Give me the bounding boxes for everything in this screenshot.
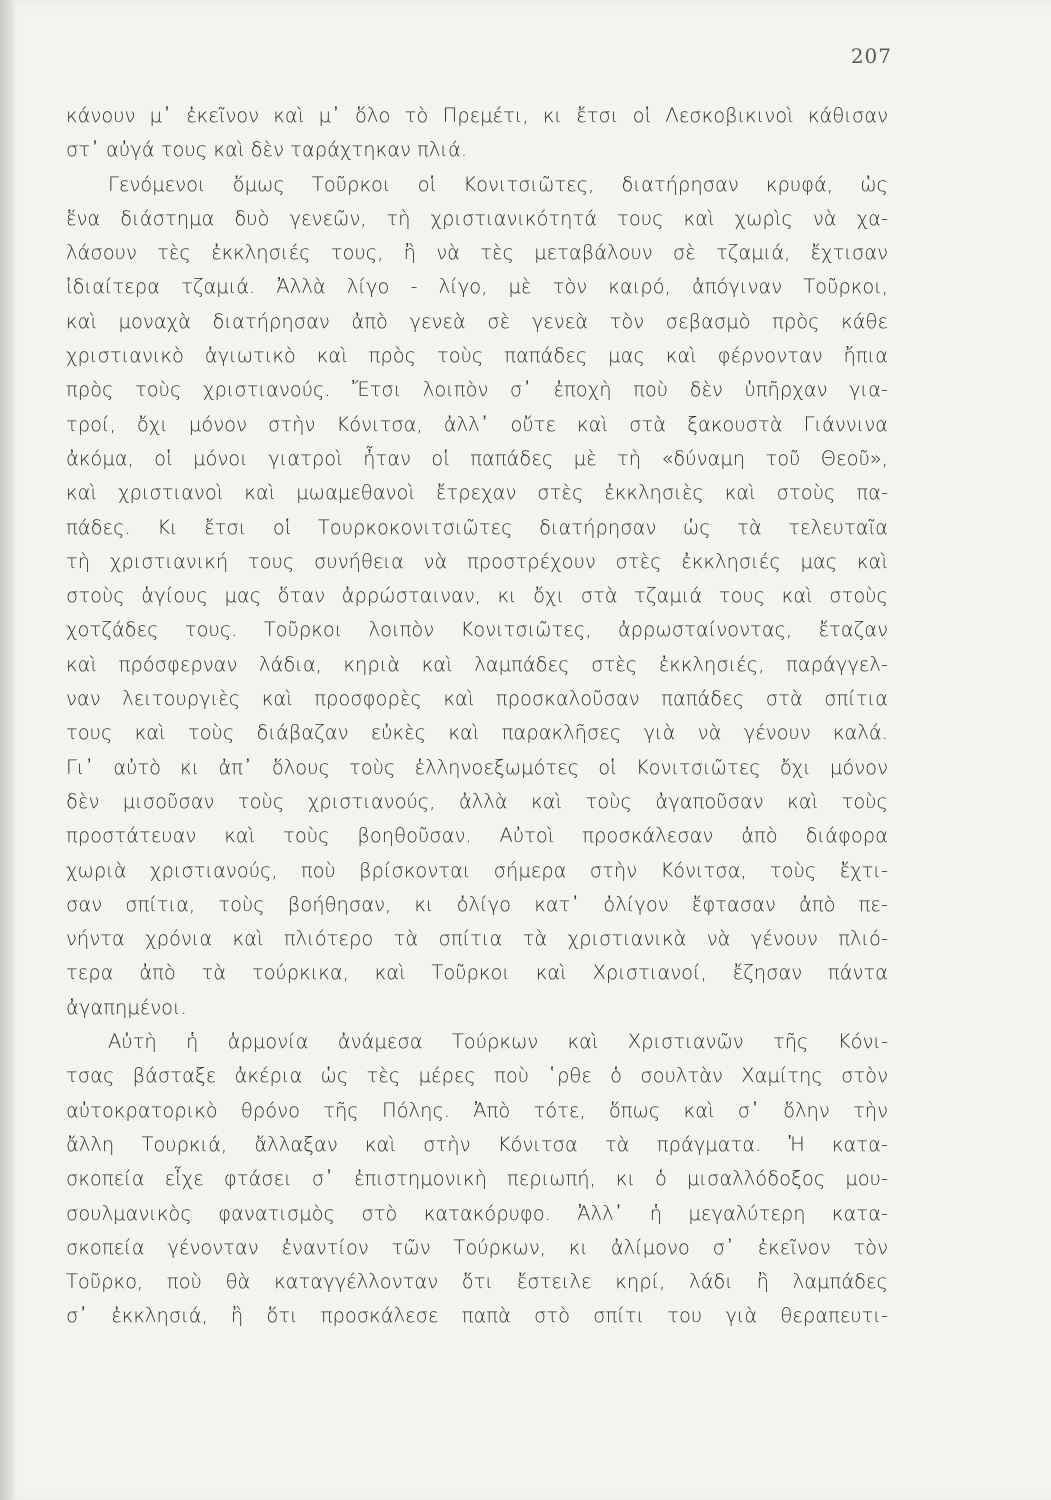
text-line: αὐτοκρατορικὸ θρόνο τῆς Πόλης. Ἀπὸ τότε, ὅπως καὶ σ᾽ ὅλην τὴν bbox=[66, 1098, 888, 1122]
text-line: σουλμανικὸς φανατισμὸς στὸ κατακόρυφο. Ἀλλ᾽ ἡ μεγαλύτερη κατα- bbox=[66, 1201, 888, 1225]
text-line: ἄλλη Τουρκιά, ἄλλαξαν καὶ στὴν Κόνιτσα τὰ πράγματα. Ἡ κατα- bbox=[66, 1132, 888, 1156]
text-line: στοὺς ἁγίους μας ὅταν ἀρρώσταιναν, κι ὄχι στὰ τζαμιά τους καὶ στοὺς bbox=[66, 584, 888, 608]
text-line: τὴ χριστιανική τους συνήθεια νὰ προστρέχουν στὲς ἐκκλησιές μας καὶ bbox=[66, 549, 888, 573]
page-number: 207 bbox=[850, 44, 892, 68]
text-line: πρὸς τοὺς χριστιανούς. Ἔτσι λοιπὸν σ᾽ ἐποχὴ ποὺ δὲν ὑπῆρχαν για- bbox=[66, 378, 888, 402]
text-line: δὲν μισοῦσαν τοὺς χριστιανούς, ἀλλὰ καὶ τοὺς ἀγαποῦσαν καὶ τοὺς bbox=[66, 789, 888, 813]
text-line: χοτζάδες τους. Τοῦρκοι λοιπὸν Κονιτσιῶτες, ἀρρωσταίνοντας, ἔταζαν bbox=[66, 618, 888, 642]
text-line: προστάτευαν καὶ τοὺς βοηθοῦσαν. Αὐτοὶ προσκάλεσαν ἀπὸ διάφορα bbox=[66, 824, 888, 848]
text-line: ἀγαπημένοι. bbox=[66, 995, 187, 1019]
text-line: σκοπεία εἶχε φτάσει σ᾽ ἐπιστημονικὴ περιωπή, κι ὁ μισαλλόδοξος μου- bbox=[66, 1167, 888, 1191]
text-line: κάνουν μ᾽ ἐκεῖνον καὶ μ᾽ ὅλο τὸ Πρεμέτι, κι ἔτσι οἱ Λεσκοβικινοὶ κάθισαν bbox=[66, 104, 888, 127]
text-line: τροί, ὄχι μόνον στὴν Κόνιτσα, ἀλλ᾽ οὔτε καὶ στὰ ξακουστὰ Γιάννινα bbox=[66, 412, 888, 436]
text-line: τερα ἀπὸ τὰ τούρκικα, καὶ Τοῦρκοι καὶ Χριστιανοί, ἔζησαν πάντα bbox=[66, 961, 888, 985]
text-line: καὶ χριστιανοὶ καὶ μωαμεθανοὶ ἔτρεχαν στὲς ἐκκλησιὲς καὶ στοὺς πα- bbox=[66, 481, 888, 505]
text-line: Γι᾽ αὐτὸ κι ἀπ᾽ ὅλους τοὺς ἑλληνοεξωμότες οἱ Κονιτσιῶτες ὄχι μόνον bbox=[66, 755, 888, 779]
body-text bbox=[66, 99, 888, 1334]
text-line: λάσουν τὲς ἐκκλησιές τους, ἢ νὰ τὲς μεταβάλουν σὲ τζαμιά, ἔχτισαν bbox=[66, 241, 888, 265]
text-line: σκοπεία γένονταν ἐναντίον τῶν Τούρκων, κι ἀλίμονο σ᾽ ἐκεῖνον τὸν bbox=[66, 1235, 888, 1259]
text-line: ἰδιαίτερα τζαμιά. Ἀλλὰ λίγο - λίγο, μὲ τὸν καιρό, ἀπόγιναν Τοῦρκοι, bbox=[66, 275, 888, 299]
text-line: ἕνα διάστημα δυὸ γενεῶν, τὴ χριστιανικότητά τους καὶ χωρὶς νὰ χα- bbox=[66, 206, 888, 230]
text-line: καὶ πρόσφερναν λάδια, κηριὰ καὶ λαμπάδες στὲς ἐκκλησιές, παράγγελ- bbox=[66, 652, 888, 676]
text-line: σ᾽ ἐκκλησιά, ἢ ὅτι προσκάλεσε παπὰ στὸ σπίτι του γιὰ θεραπευτι- bbox=[66, 1304, 888, 1328]
text-line: στ᾽ αὐγά τους καὶ δὲν ταράχτηκαν πλιά. bbox=[66, 138, 468, 162]
text-line: νήντα χρόνια καὶ πλιότερο τὰ σπίτια τὰ χριστιανικὰ νὰ γένουν πλιό- bbox=[66, 927, 888, 951]
text-line: σαν σπίτια, τοὺς βοήθησαν, κι ὀλίγο κατ᾽ ὀλίγον ἔφτασαν ἀπὸ πε- bbox=[66, 892, 888, 916]
text-line: Τοῦρκο, ποὺ θὰ καταγγέλλονταν ὅτι ἔστειλε κηρί, λάδι ἢ λαμπάδες bbox=[66, 1270, 888, 1294]
text-line: ναν λειτουργιὲς καὶ προσφορὲς καὶ προσκαλοῦσαν παπάδες στὰ σπίτια bbox=[66, 687, 888, 711]
text-line: Γενόμενοι ὅμως Τοῦρκοι οἱ Κονιτσιῶτες, διατήρησαν κρυφά, ὡς bbox=[108, 172, 888, 196]
text-line: ἀκόμα, οἱ μόνοι γιατροὶ ἦταν οἱ παπάδες μὲ τὴ «δύναμη τοῦ Θεοῦ», bbox=[66, 446, 888, 470]
text-line: Αὐτὴ ἡ ἁρμονία ἀνάμεσα Τούρκων καὶ Χριστιανῶν τῆς Κόνι- bbox=[108, 1030, 888, 1054]
text-line: τους καὶ τοὺς διάβαζαν εὐκὲς καὶ παρακλῆσες γιὰ νὰ γένουν καλά. bbox=[66, 721, 888, 745]
text-line: χωριὰ χριστιανούς, ποὺ βρίσκονται σήμερα στὴν Κόνιτσα, τοὺς ἔχτι- bbox=[66, 858, 888, 882]
text-line: καὶ μοναχὰ διατήρησαν ἀπὸ γενεὰ σὲ γενεὰ τὸν σεβασμὸ πρὸς κάθε bbox=[66, 309, 888, 333]
text-line: χριστιανικὸ ἁγιωτικὸ καὶ πρὸς τοὺς παπάδες μας καὶ φέρνονταν ἤπια bbox=[66, 344, 888, 368]
text-line: πάδες. Κι ἔτσι οἱ Τουρκοκονιτσιῶτες διατήρησαν ὡς τὰ τελευταῖα bbox=[66, 515, 888, 539]
page-binding-edge bbox=[0, 0, 14, 1500]
text-line: τσας βάσταξε ἀκέρια ὡς τὲς μέρες ποὺ ῾ρθε ὁ σουλτὰν Χαμίτης στὸν bbox=[66, 1064, 888, 1088]
